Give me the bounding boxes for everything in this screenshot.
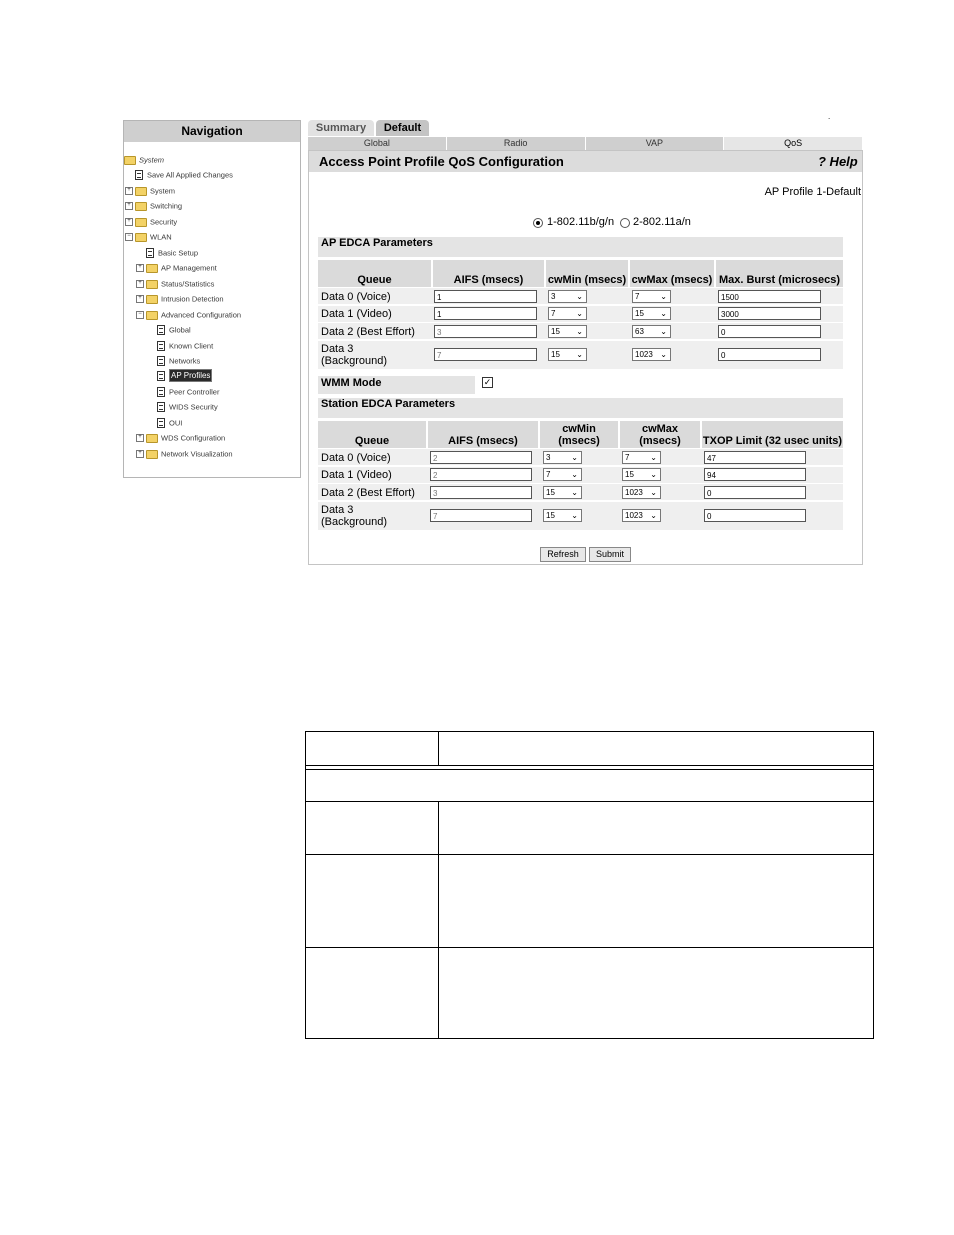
ap-edca-title: AP EDCA Parameters: [321, 237, 433, 249]
tree-item-wids-security[interactable]: WIDS Security: [157, 400, 218, 413]
ap-cwmax-select-1[interactable]: 15 ⌄: [632, 307, 671, 320]
folder-icon: [135, 202, 147, 211]
collapse-icon[interactable]: −: [125, 233, 133, 241]
checkmark-icon: ✓: [483, 377, 492, 387]
ap-header-cwmax: cwMax (msecs): [630, 260, 714, 287]
folder-icon: [146, 280, 158, 289]
sta-queue-1: Data 1 (Video): [321, 469, 392, 481]
sta-header-txop: TXOP Limit (32 usec units): [702, 421, 843, 448]
wmm-label: WMM Mode: [321, 377, 382, 389]
tree-item-save-all[interactable]: Save All Applied Changes: [135, 168, 233, 181]
submit-button[interactable]: Submit: [589, 547, 631, 562]
ap-cwmax-select-0[interactable]: 7 ⌄: [632, 290, 671, 303]
ap-aifs-input-0[interactable]: 1: [434, 290, 537, 303]
page-icon: [157, 325, 165, 335]
ap-burst-input-2[interactable]: 0: [718, 325, 821, 338]
ap-queue-0: Data 0 (Voice): [321, 291, 391, 303]
page-icon: [135, 170, 143, 180]
profile-label: AP Profile 1-Default: [764, 186, 861, 198]
tree-item-known-client[interactable]: Known Client: [157, 339, 213, 352]
tree-item-ap-profiles[interactable]: AP Profiles: [157, 369, 169, 382]
folder-icon: [146, 295, 158, 304]
page-icon: [146, 248, 154, 258]
chevron-down-icon: ⌄: [576, 292, 583, 301]
folder-icon: [146, 434, 158, 443]
sta-aifs-input-0[interactable]: 2: [430, 451, 532, 464]
sta-aifs-input-3[interactable]: 7: [430, 509, 532, 522]
tree-item-basic-setup[interactable]: Basic Setup: [146, 246, 198, 259]
sta-txop-input-3[interactable]: 0: [704, 509, 806, 522]
tab-default[interactable]: Default: [376, 120, 429, 136]
sta-cwmin-select-1[interactable]: 7 ⌄: [543, 468, 582, 481]
station-edca-title: Station EDCA Parameters: [321, 398, 456, 410]
ap-burst-input-1[interactable]: 3000: [718, 307, 821, 320]
ap-burst-input-0[interactable]: 1500: [718, 290, 821, 303]
ap-header-cwmin: cwMin (msecs): [546, 260, 628, 287]
ap-aifs-input-1[interactable]: 1: [434, 307, 537, 320]
tree-item-security[interactable]: + Security: [125, 215, 177, 228]
folder-icon: [135, 218, 147, 227]
sta-header-queue: Queue: [318, 421, 426, 448]
subtab-vap[interactable]: VAP: [586, 137, 725, 150]
tree-item-networks[interactable]: Networks: [157, 354, 200, 367]
table-divider: [305, 765, 874, 766]
radio-band-1[interactable]: [533, 218, 543, 228]
folder-icon: [135, 187, 147, 196]
table-divider: [305, 769, 874, 770]
chevron-down-icon: ⌄: [571, 488, 578, 497]
sta-cwmax-select-2[interactable]: 1023 ⌄: [622, 486, 661, 499]
ap-queue-2: Data 2 (Best Effort): [321, 326, 415, 338]
ap-header-queue: Queue: [318, 260, 431, 287]
ap-aifs-input-3[interactable]: 7: [434, 348, 537, 361]
page-icon: [157, 418, 165, 428]
expand-icon[interactable]: +: [136, 264, 144, 272]
tree-item-peer-controller[interactable]: Peer Controller: [157, 385, 219, 398]
expand-icon[interactable]: +: [125, 202, 133, 210]
ap-queue-1: Data 1 (Video): [321, 308, 392, 320]
table-divider: [438, 801, 439, 1038]
chevron-down-icon: ⌄: [660, 292, 667, 301]
chevron-down-icon: ⌄: [660, 327, 667, 336]
sta-cwmin-select-3[interactable]: 15 ⌄: [543, 509, 582, 522]
tree-item-wlan[interactable]: − WLAN: [125, 230, 172, 243]
tree-item-oui[interactable]: OUI: [157, 416, 182, 429]
table-divider: [438, 731, 439, 766]
sta-queue-0: Data 0 (Voice): [321, 452, 391, 464]
chevron-down-icon: ⌄: [571, 511, 578, 520]
wmm-checkbox[interactable]: [482, 377, 493, 388]
page-icon: [157, 356, 165, 366]
tree-item-wds-configuration[interactable]: + WDS Configuration: [136, 431, 225, 444]
subtab-qos[interactable]: QoS: [724, 137, 863, 150]
tree-item-advanced-configuration[interactable]: − Advanced Configuration: [136, 308, 241, 321]
chevron-down-icon: ⌄: [576, 327, 583, 336]
sta-header-cwmin: cwMin (msecs): [540, 421, 618, 448]
page-title: Access Point Profile QoS Configuration: [319, 154, 564, 169]
table-divider: [305, 854, 874, 855]
ap-header-aifs: AIFS (msecs): [433, 260, 544, 287]
expand-icon[interactable]: +: [136, 280, 144, 288]
page-icon: [157, 387, 165, 397]
expand-icon[interactable]: +: [136, 295, 144, 303]
sta-cwmax-select-1[interactable]: 15 ⌄: [622, 468, 661, 481]
ap-cwmin-select-1[interactable]: 7 ⌄: [548, 307, 587, 320]
folder-icon: [146, 264, 158, 273]
ap-cwmax-select-2[interactable]: 63 ⌄: [632, 325, 671, 338]
chevron-down-icon: ⌄: [660, 309, 667, 318]
chevron-down-icon: ⌄: [650, 453, 657, 462]
tree-item-switching[interactable]: + Switching: [125, 199, 182, 212]
chevron-down-icon: ⌄: [650, 470, 657, 479]
chevron-down-icon: ⌄: [571, 453, 578, 462]
chevron-down-icon: ⌄: [650, 488, 657, 497]
description-table: [305, 731, 874, 1039]
ap-cwmin-select-3[interactable]: 15 ⌄: [548, 348, 587, 361]
tab-summary[interactable]: Summary: [308, 120, 374, 136]
page-icon: [157, 341, 165, 351]
navigation-header: Navigation: [124, 121, 300, 142]
table-divider: [305, 947, 874, 948]
subtab-global[interactable]: Global: [308, 137, 447, 150]
ap-cwmin-select-0[interactable]: 3 ⌄: [548, 290, 587, 303]
ap-queue-3: Data 3 (Background): [321, 343, 388, 367]
tree-root-system[interactable]: System: [124, 153, 164, 166]
sta-cwmax-select-0[interactable]: 7 ⌄: [622, 451, 661, 464]
sta-cwmin-select-0[interactable]: 3 ⌄: [543, 451, 582, 464]
ap-cwmax-select-3[interactable]: 1023 ⌄: [632, 348, 671, 361]
chevron-down-icon: ⌄: [660, 350, 667, 359]
chevron-down-icon: ⌄: [571, 470, 578, 479]
sta-txop-input-2[interactable]: 0: [704, 486, 806, 499]
page-icon: [157, 402, 165, 412]
table-divider: [305, 801, 874, 802]
chevron-down-icon: ⌄: [650, 511, 657, 520]
sta-cwmax-select-3[interactable]: 1023 ⌄: [622, 509, 661, 522]
help-link[interactable]: ? Help: [818, 154, 858, 169]
ap-cwmin-select-2[interactable]: 15 ⌄: [548, 325, 587, 338]
tree-item-system[interactable]: + System: [125, 184, 175, 197]
radio-band-2[interactable]: [620, 218, 630, 228]
subtab-radio[interactable]: Radio: [447, 137, 586, 150]
ap-burst-input-3[interactable]: 0: [718, 348, 821, 361]
expand-icon[interactable]: +: [136, 434, 144, 442]
sta-aifs-input-1[interactable]: 2: [430, 468, 532, 481]
sta-txop-input-0[interactable]: 47: [704, 451, 806, 464]
tree-item-ap-management[interactable]: + AP Management: [136, 261, 217, 274]
chevron-down-icon: ⌄: [576, 350, 583, 359]
folder-open-icon: [135, 233, 147, 242]
collapse-icon[interactable]: −: [136, 311, 144, 319]
ap-header-burst: Max. Burst (microsecs): [716, 260, 843, 287]
expand-icon[interactable]: +: [136, 450, 144, 458]
tree-item-global[interactable]: Global: [157, 323, 191, 336]
chevron-down-icon: ⌄: [576, 309, 583, 318]
expand-icon[interactable]: +: [125, 218, 133, 226]
stray-dot: .: [828, 112, 831, 121]
sta-queue-2: Data 2 (Best Effort): [321, 487, 415, 499]
sta-queue-3: Data 3 (Background): [321, 504, 388, 528]
expand-icon[interactable]: +: [125, 187, 133, 195]
tree-item-status-statistics[interactable]: + Status/Statistics: [136, 277, 214, 290]
subtab-bar: [308, 137, 863, 150]
folder-open-icon: [146, 311, 158, 320]
tree-item-intrusion-detection[interactable]: + Intrusion Detection: [136, 292, 224, 305]
radio-band-1-label: 1-802.11b/g/n: [547, 216, 615, 228]
sta-cwmin-select-2[interactable]: 15 ⌄: [543, 486, 582, 499]
sta-txop-input-1[interactable]: 94: [704, 468, 806, 481]
sta-header-aifs: AIFS (msecs): [428, 421, 538, 448]
page-icon: [157, 371, 165, 381]
refresh-button[interactable]: Refresh: [540, 547, 586, 562]
radio-band-2-label: 2-802.11a/n: [633, 216, 691, 228]
ap-aifs-input-2[interactable]: 3: [434, 325, 537, 338]
folder-open-icon: [124, 156, 136, 165]
tree-item-network-visualization[interactable]: + Network Visualization: [136, 447, 233, 460]
folder-icon: [146, 450, 158, 459]
sta-aifs-input-2[interactable]: 3: [430, 486, 532, 499]
sta-header-cwmax: cwMax (msecs): [620, 421, 700, 448]
